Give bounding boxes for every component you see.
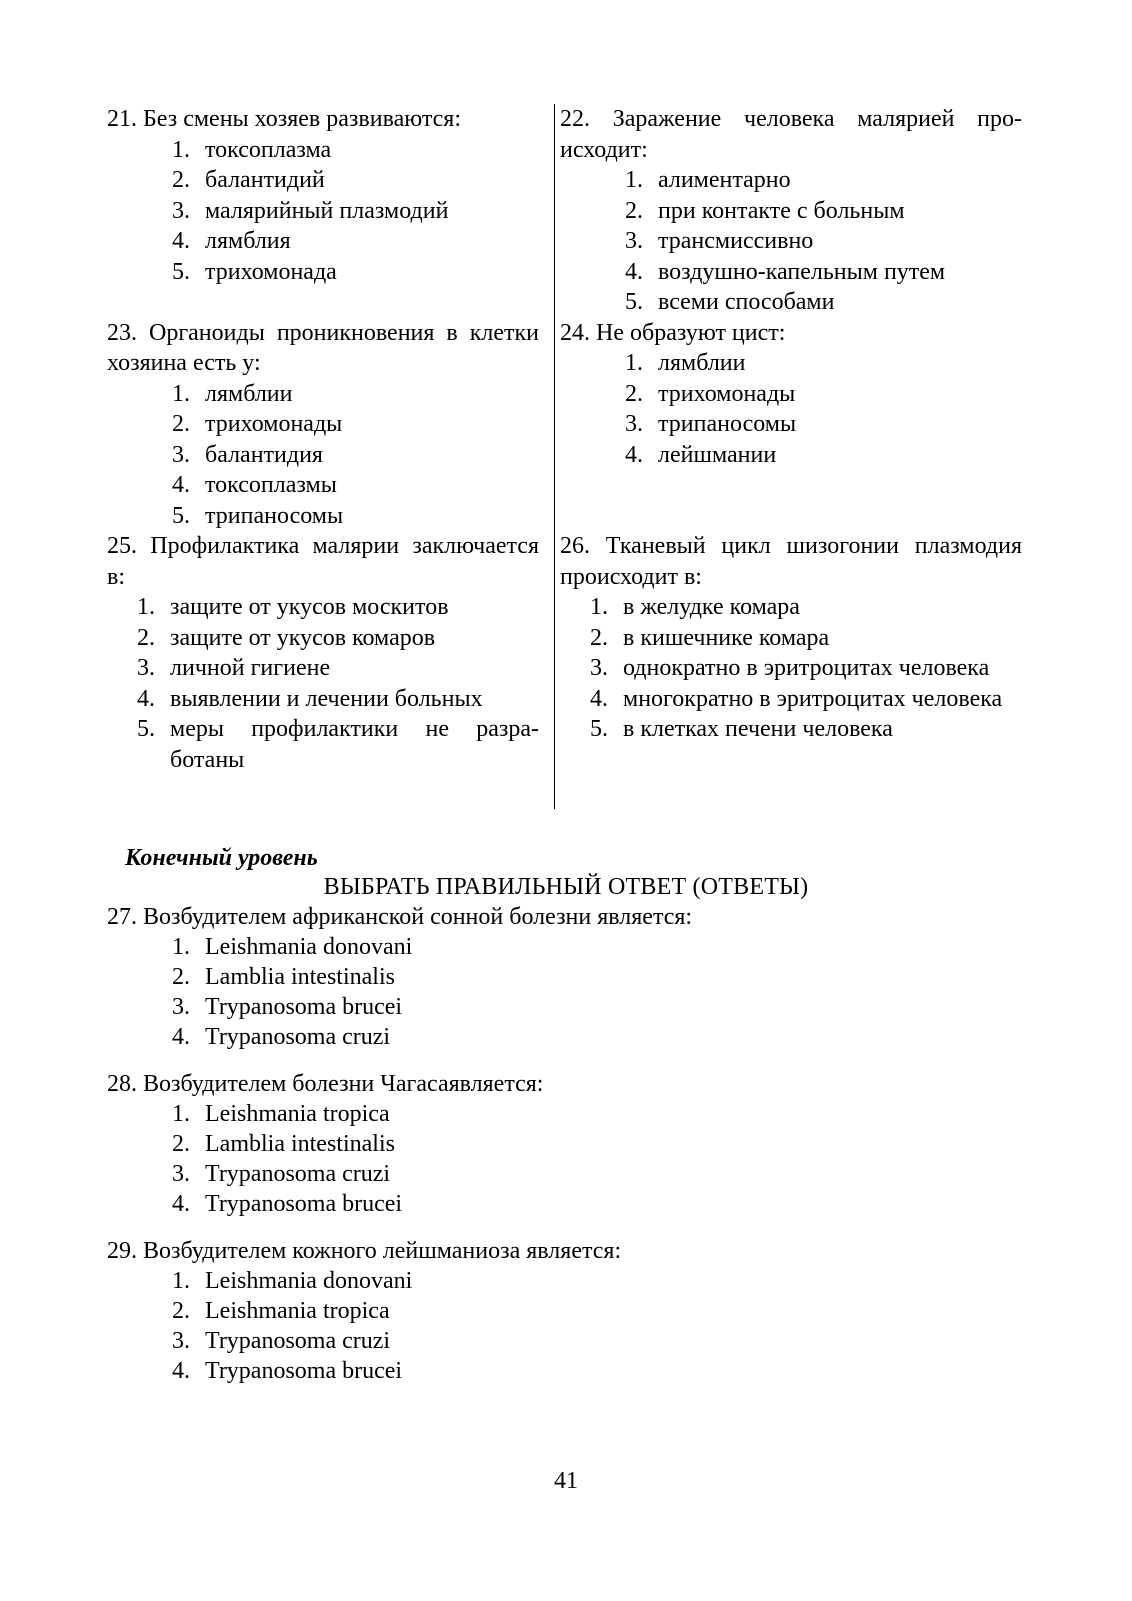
answer-list [107, 592, 539, 775]
answer-option [590, 623, 1022, 654]
answer-option [172, 470, 539, 501]
option-number: 1. [172, 1101, 190, 1127]
option-text: Trypanosoma cruzi [205, 1024, 391, 1050]
section-level-title: Конечный уровень [125, 845, 318, 871]
answer-list [107, 1099, 1007, 1219]
option-text: Trypanosoma brucei [205, 1358, 403, 1384]
option-text: при контакте с больным [658, 197, 905, 224]
option-text: Trypanosoma cruzi [205, 1328, 391, 1354]
option-number: 5. [172, 258, 190, 285]
section-instruction: ВЫБРАТЬ ПРАВИЛЬНЫЙ ОТВЕТ (ОТВЕТЫ) [323, 874, 809, 900]
option-number: 3. [172, 994, 190, 1020]
option-text: трипаносомы [658, 411, 797, 437]
option-text: защите от укусов комаров [170, 624, 436, 651]
option-number: 3. [172, 197, 190, 224]
option-text: Leishmania tropica [205, 1101, 390, 1127]
answer-option [590, 714, 1022, 745]
answer-list [560, 165, 1022, 318]
option-number: 5. [172, 502, 190, 529]
option-number: 3. [172, 1161, 190, 1187]
question-28 [107, 1069, 1007, 1219]
option-text: токсоплазма [205, 136, 332, 163]
option-text: личной гигиене [170, 655, 331, 681]
option-number: 2. [625, 197, 643, 224]
option-number: 2. [172, 1131, 190, 1157]
option-text: Trypanosoma brucei [205, 994, 403, 1020]
option-text: лямблии [658, 350, 746, 376]
option-number: 1. [137, 594, 155, 620]
answer-option [172, 440, 539, 471]
option-number: 4. [172, 228, 190, 254]
two-column-questions [107, 104, 1022, 775]
question-24 [549, 318, 1022, 532]
answer-option [137, 714, 539, 775]
spacer [107, 287, 539, 317]
option-text: в желудке комара [623, 594, 800, 620]
option-number: 4. [625, 258, 643, 285]
option-text: трихомонады [658, 380, 796, 407]
option-number: 4. [172, 472, 190, 498]
answer-list [107, 379, 539, 532]
answer-option [172, 1129, 1007, 1159]
question-title: 25. Профилактика малярии заключается в: [107, 533, 539, 590]
answer-option [172, 1356, 1007, 1386]
option-text: Trypanosoma cruzi [205, 1161, 391, 1187]
page-number: 41 [554, 1468, 578, 1494]
answer-list [107, 135, 539, 288]
option-text: трансмиссивно [658, 228, 814, 254]
answer-option [172, 1296, 1007, 1326]
answer-option [137, 592, 539, 623]
question-title: 27. Возбудителем африканской сонной болезни является: [107, 904, 693, 930]
answer-option [625, 257, 1022, 288]
option-text: в кишечнике комара [623, 624, 830, 651]
option-number: 1. [172, 380, 190, 407]
answer-option [172, 1326, 1007, 1356]
option-number: 5. [625, 289, 643, 315]
question-25 [107, 531, 549, 775]
option-number: 4. [172, 1024, 190, 1050]
option-number: 2. [172, 167, 190, 193]
option-number: 4. [172, 1358, 190, 1384]
answer-option [172, 992, 1007, 1022]
option-number: 1. [625, 350, 643, 376]
answer-list [107, 932, 1007, 1052]
option-number: 2. [172, 1298, 190, 1324]
answer-option [172, 1159, 1007, 1189]
option-number: 5. [590, 716, 608, 742]
question-29 [107, 1236, 1007, 1386]
option-text: защите от укусов москитов [170, 594, 449, 620]
answer-option [625, 226, 1022, 257]
answer-option [590, 653, 1022, 684]
question-22 [549, 104, 1022, 318]
answer-option [625, 196, 1022, 227]
option-text: лямблии [205, 380, 293, 407]
answer-option [625, 409, 1022, 440]
answer-option [137, 684, 539, 715]
option-text: меры профилактики не разработаны [170, 716, 539, 773]
option-number: 4. [625, 441, 643, 468]
option-number: 3. [590, 655, 608, 681]
answer-option [172, 226, 539, 257]
question-title: 21. Без смены хозяев развиваются: [107, 106, 461, 132]
question-27 [107, 902, 1007, 1052]
answer-option [172, 257, 539, 288]
question-title: 24. Не образуют цист: [560, 319, 786, 346]
option-text: трипаносомы [205, 502, 344, 529]
answer-option [137, 653, 539, 684]
option-text: однократно в эритроцитах человека [623, 655, 990, 681]
question-title: 22. Заражение человека малярией происходит: [560, 106, 1022, 163]
option-text: многократно в эритроцитах человека [623, 685, 1003, 712]
option-text: малярийный плазмодий [205, 197, 449, 224]
answer-option [172, 196, 539, 227]
question-title: 28. Возбудителем болезни Чагасаявляется: [107, 1071, 544, 1097]
answer-option [172, 379, 539, 410]
option-text: выявлении и лечении больных [170, 685, 483, 712]
answer-option [625, 287, 1022, 318]
option-text: Lamblia intestinalis [205, 964, 395, 990]
option-text: балантидий [205, 167, 325, 193]
question-title: 29. Возбудителем кожного лейшманиоза является: [107, 1238, 622, 1264]
option-number: 1. [172, 136, 190, 163]
option-number: 4. [172, 1191, 190, 1217]
option-number: 1. [172, 934, 190, 960]
option-number: 1. [590, 594, 608, 620]
option-text: Leishmania donovani [205, 1268, 413, 1294]
option-number: 2. [137, 624, 155, 651]
option-text: трихомонады [205, 411, 343, 437]
answer-option [172, 1266, 1007, 1296]
answer-option [172, 932, 1007, 962]
option-number: 3. [172, 1328, 190, 1354]
answer-option [137, 623, 539, 654]
answer-option [625, 348, 1022, 379]
option-text: трихомонада [205, 258, 337, 285]
option-number: 1. [172, 1268, 190, 1294]
option-text: алиментарно [658, 167, 791, 193]
answer-option [172, 962, 1007, 992]
option-number: 4. [137, 685, 155, 712]
option-number: 2. [590, 624, 608, 651]
option-number: 2. [172, 964, 190, 990]
option-text: Trypanosoma brucei [205, 1191, 403, 1217]
option-text: воздушно-капельным путем [658, 258, 946, 285]
answer-option [625, 440, 1022, 471]
option-number: 2. [625, 380, 643, 407]
option-number: 3. [172, 441, 190, 468]
question-21 [107, 104, 549, 318]
answer-option [172, 1099, 1007, 1129]
answer-option [172, 165, 539, 196]
question-23 [107, 318, 549, 532]
question-26 [549, 531, 1022, 775]
option-text: токсоплазмы [205, 472, 337, 498]
option-number: 3. [625, 228, 643, 254]
option-number: 3. [625, 411, 643, 437]
answer-option [172, 1189, 1007, 1219]
option-text: в клетках печени человека [623, 716, 893, 742]
option-text: Leishmania donovani [205, 934, 413, 960]
option-number: 1. [625, 167, 643, 193]
answer-option [172, 1022, 1007, 1052]
option-number: 3. [137, 655, 155, 681]
option-number: 2. [172, 411, 190, 437]
answer-option [590, 592, 1022, 623]
answer-list [560, 348, 1022, 470]
option-text: лямблия [205, 228, 291, 254]
option-text: лейшмании [658, 441, 777, 468]
option-text: всеми способами [658, 289, 835, 315]
answer-list [560, 592, 1022, 745]
answer-option [590, 684, 1022, 715]
answer-option [172, 409, 539, 440]
option-number: 5. [137, 716, 155, 742]
answer-option [625, 165, 1022, 196]
answer-option [172, 501, 539, 532]
question-title: 23. Органоиды проникновения в клетки хозяина есть у: [107, 319, 539, 376]
option-number: 4. [590, 685, 608, 712]
option-text: Leishmania tropica [205, 1298, 390, 1324]
answer-option [172, 135, 539, 166]
option-text: балантидия [205, 441, 323, 468]
answer-list [107, 1266, 1007, 1386]
option-text: Lamblia intestinalis [205, 1131, 395, 1157]
question-title: 26. Тканевый цикл шизогонии плазмодия происходит в: [560, 533, 1022, 590]
answer-option [625, 379, 1022, 410]
